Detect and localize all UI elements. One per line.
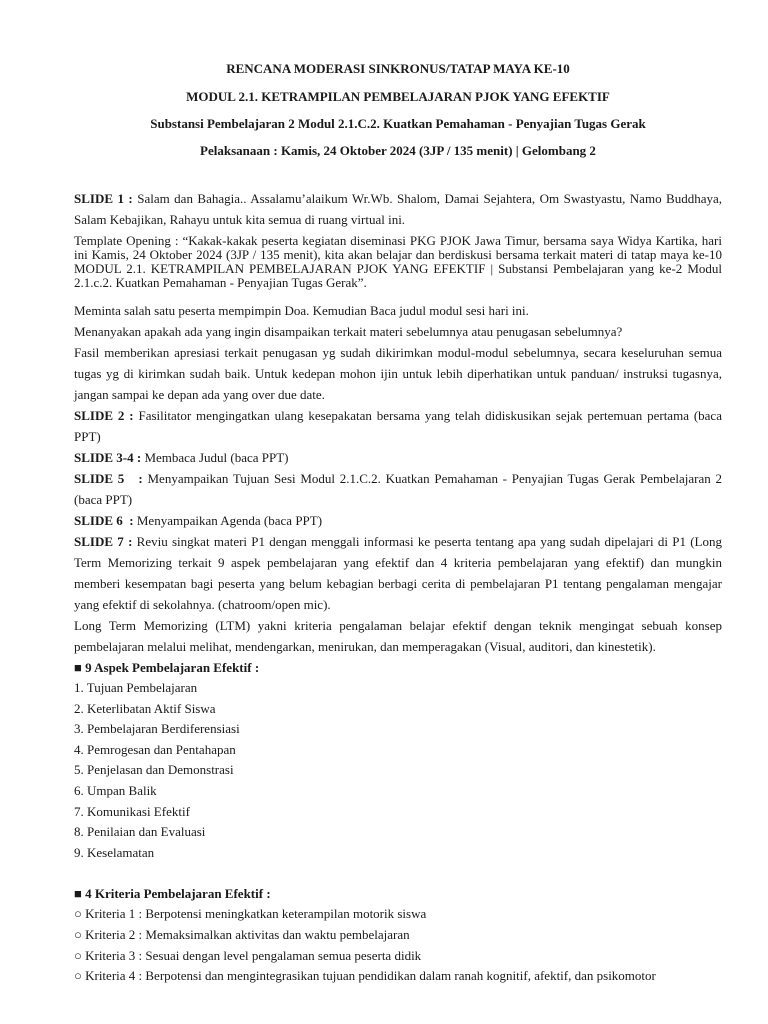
list-item: 5. Penjelasan dan Demonstrasi (74, 762, 234, 778)
slide7-paragraph (74, 531, 722, 615)
list-item: 3. Pembelajaran Berdiferensiasi (74, 721, 240, 737)
document-title: RENCANA MODERASI SINKRONUS/TATAP MAYA KE-10 (226, 61, 570, 76)
list-item: ○ Kriteria 3 : Sesuai dengan level pengalaman semua peserta didik (74, 947, 422, 963)
criteria-list (74, 904, 722, 986)
document-body (74, 188, 722, 987)
slide6-label: SLIDE 6 : (74, 513, 134, 528)
slide6-paragraph (74, 510, 722, 531)
question-paragraph: Menanyakan apakah ada yang ingin disampaikan terkait materi sebelumnya atau penugasan sebelumnya? (74, 324, 623, 339)
slide5-label: SLIDE 5 : (74, 471, 143, 486)
template-opening: Template Opening : “Kakak-kakak peserta kegiatan diseminasi PKG PJOK Jawa Timur, bersama saya Widya Kartika, hari ini Kamis, 24 Oktober 2024 (3JP / 135 menit), kita akan belajar dan berdiskusi bersama terkait materi di tatap maya ke-10 MODUL 2.1. KETRAMPILAN PEMBELAJARAN PJOK YANG EFEKTIF | Substansi Pembelajaran yang ke-2 Modul 2.1.c.2. Kuatkan Pemahaman - Penyajian Tugas Gerak”. (74, 233, 722, 290)
schedule-line: Pelaksanaan : Kamis, 24 Oktober 2024 (3JP / 135 menit) | Gelombang 2 (200, 143, 596, 158)
list-item: 6. Umpan Balik (74, 782, 157, 798)
slide1-text: Salam dan Bahagia.. Assalamu’alaikum Wr.Wb. Shalom, Damai Sejahtera, Om Swastyastu, Namo Buddhaya, Salam Kebajikan, Rahayu untuk kita semua di ruang virtual ini. (74, 191, 722, 227)
slide2-text: Fasilitator mengingatkan ulang kesepakatan bersama yang telah didiskusikan sejak pertemuan pertama (baca PPT) (74, 408, 722, 444)
slide2-paragraph (74, 405, 722, 447)
list-item: 7. Komunikasi Efektif (74, 803, 190, 819)
substance-title: Substansi Pembelajaran 2 Modul 2.1.C.2. Kuatkan Pemahaman - Penyajian Tugas Gerak (150, 116, 646, 131)
module-title: MODUL 2.1. KETRAMPILAN PEMBELAJARAN PJOK YANG EFEKTIF (186, 89, 610, 104)
slide5-paragraph (74, 468, 722, 510)
list-item: 4. Pemrogesan dan Pentahapan (74, 741, 236, 757)
list-item: 2. Keterlibatan Aktif Siswa (74, 700, 216, 716)
slide34-paragraph (74, 447, 722, 468)
doa-paragraph: Meminta salah satu peserta mempimpin Doa. Kemudian Baca judul modul sesi hari ini. (74, 303, 529, 318)
slide1-paragraph (74, 188, 722, 230)
list-item: ○ Kriteria 2 : Memaksimalkan aktivitas dan waktu pembelajaran (74, 926, 410, 942)
list-item: 8. Penilaian dan Evaluasi (74, 824, 206, 840)
slide6-text: Menyampaikan Agenda (baca PPT) (133, 513, 323, 528)
list-item: 1. Tujuan Pembelajaran (74, 680, 198, 695)
slide1-label: SLIDE 1 : (74, 191, 133, 206)
list-item: ○ Kriteria 1 : Berpotensi meningkatkan keterampilan motorik siswa (74, 906, 427, 922)
list-item: 9. Keselamatan (74, 844, 155, 860)
document-page (74, 60, 722, 987)
ltm-paragraph: Long Term Memorizing (LTM) yakni kriteria pengalaman belajar efektif dengan teknik mengingat sebuah konsep pembelajaran melalui melihat, mendengarkan, menirukan, dan memperagakan (Visual, auditori, dan kinestetik). (74, 618, 722, 654)
slide7-text: Reviu singkat materi P1 dengan menggali informasi ke peserta tentang apa yang sudah dipelajari di P1 (Long Term Memorizing terkait 9 aspek pembelajaran yang efektif dan 4 kriteria pembelajaran yang efektif) dan mungkin memberi kesempatan bagi peserta yang belum kebagian berbagi cerita di pembelajaran P1 tentang pengalaman mengajar yang efektif di sekolahnya. (chatroom/open mic). (74, 534, 722, 612)
slide7-label: SLIDE 7 : (74, 534, 133, 549)
list-item: ○ Kriteria 4 : Berpotensi dan mengintegrasikan tujuan pendidikan dalam ranah kognitif, afektif, dan psikomotor (74, 968, 656, 984)
slide5-text: Menyampaikan Tujuan Sesi Modul 2.1.C.2. Kuatkan Pemahaman - Penyajian Tugas Gerak Pembelajaran 2 (baca PPT) (74, 471, 722, 507)
criteria-heading: ■ 4 Kriteria Pembelajaran Efektif : (74, 886, 271, 902)
slide34-text: Membaca Judul (baca PPT) (141, 450, 289, 465)
aspects-list (74, 678, 722, 863)
slide2-label: SLIDE 2 : (74, 408, 134, 423)
slide34-label: SLIDE 3-4 : (74, 450, 142, 465)
appreciation-paragraph: Fasil memberikan apresiasi terkait penugasan yg sudah dikirimkan modul-modul sebelumnya, secara keseluruhan semua tugas yg di kirimkan sudah baik. Untuk kedepan mohon ijin untuk lebih diperhatikan untuk panduan/ instruksi tugasnya, jangan sampai ke depan ada yang over due date. (74, 345, 722, 402)
aspects-heading: ■ 9 Aspek Pembelajaran Efektif : (74, 660, 260, 675)
